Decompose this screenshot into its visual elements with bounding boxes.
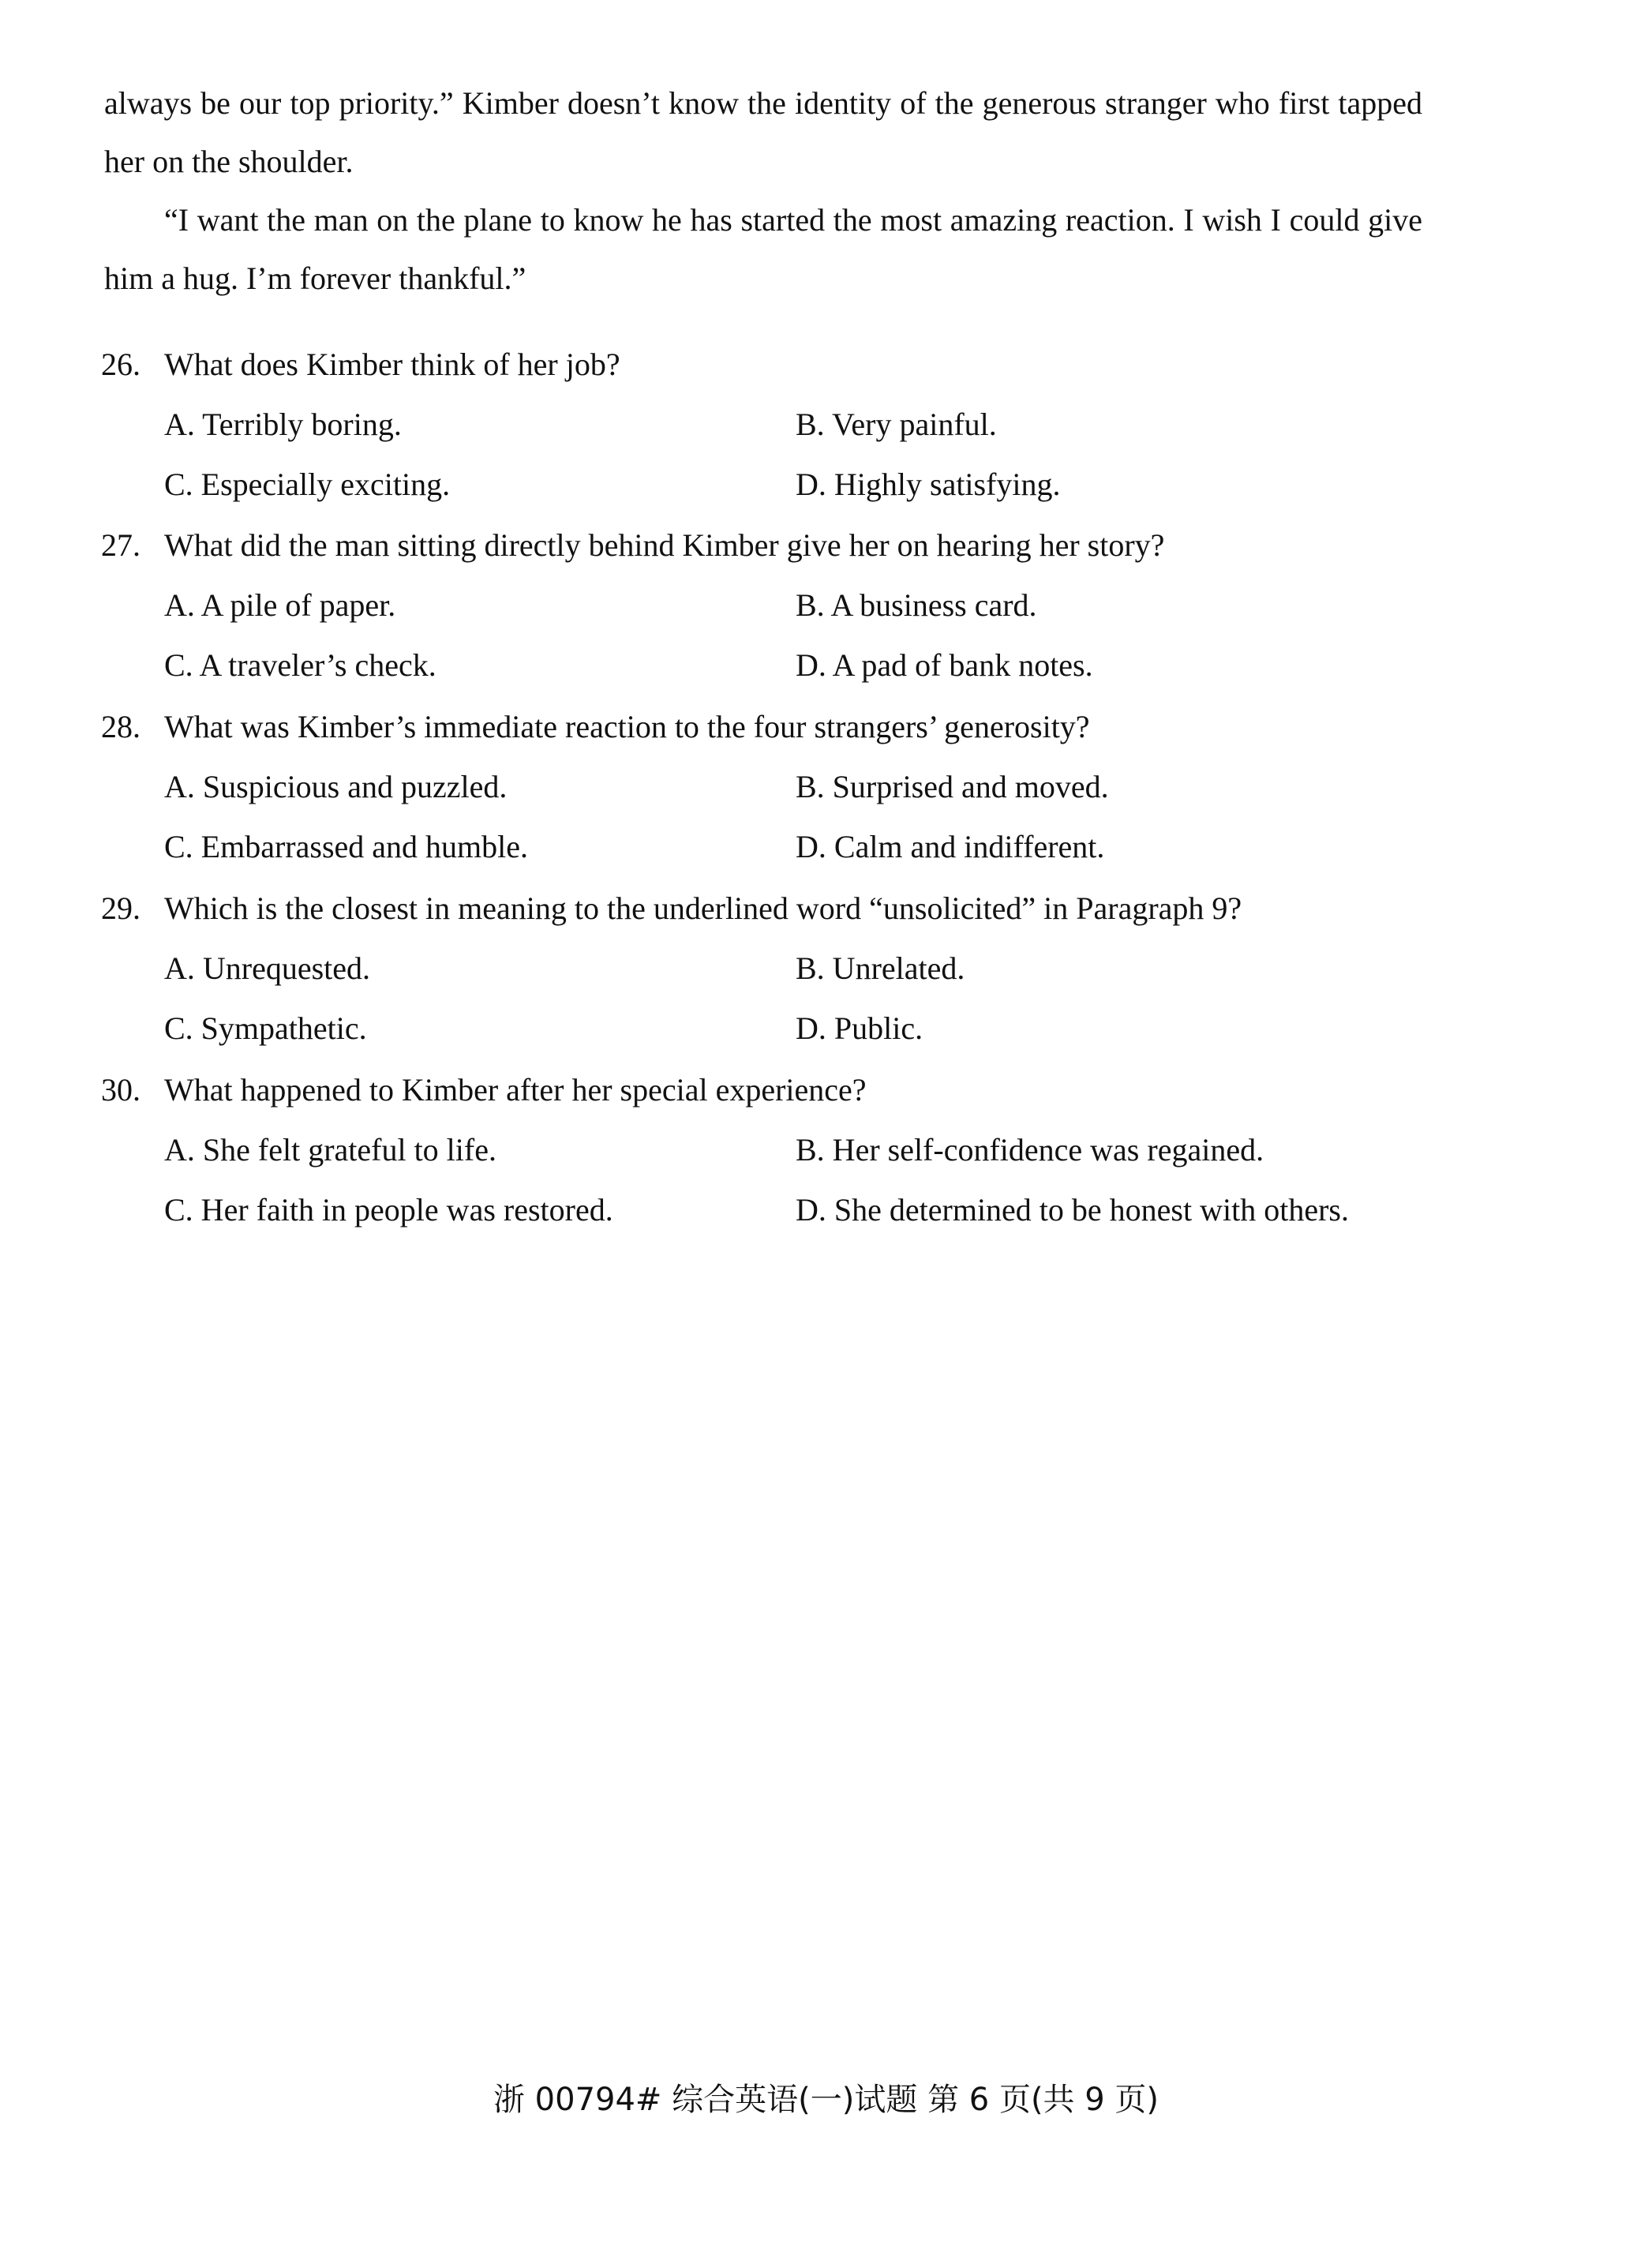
option-b: B. Very painful.	[796, 407, 997, 442]
option-d: D. Highly satisfying.	[796, 467, 1061, 502]
question-number: 26.	[101, 347, 140, 382]
option-d: D. Calm and indifferent.	[796, 829, 1105, 864]
option-c: C. A traveler’s check.	[164, 647, 436, 683]
question-number: 27.	[101, 527, 140, 563]
option-c: C. Her faith in people was restored.	[164, 1192, 613, 1228]
question-stem	[101, 335, 620, 394]
option-b: B. A business card.	[796, 587, 1037, 623]
question-text: What does Kimber think of her job?	[164, 347, 620, 382]
question-number: 30.	[101, 1072, 140, 1108]
option-b: B. Unrelated.	[796, 950, 965, 986]
question-stem	[101, 516, 1164, 575]
question-stem	[101, 1061, 867, 1119]
option-a: A. She felt grateful to life.	[164, 1132, 496, 1168]
option-b: B. Surprised and moved.	[796, 769, 1109, 804]
question-text: What happened to Kimber after her special experience?	[164, 1072, 867, 1108]
passage-paragraph: “I want the man on the plane to know he has started the most amazing reaction. I wish I could give him a hug. I’m forever thankful.”	[104, 202, 1422, 296]
option-c: C. Embarrassed and humble.	[164, 829, 528, 864]
option-d: D. A pad of bank notes.	[796, 647, 1093, 683]
question-number: 29.	[101, 890, 140, 926]
question-stem	[101, 879, 1242, 938]
option-d: D. Public.	[796, 1010, 923, 1046]
question-number: 28.	[101, 709, 140, 744]
option-b: B. Her self-confidence was regained.	[796, 1132, 1264, 1168]
question-text: What did the man sitting directly behind Kimber give her on hearing her story?	[164, 527, 1165, 563]
option-a: A. Suspicious and puzzled.	[164, 769, 508, 804]
option-a: A. A pile of paper.	[164, 587, 396, 623]
page-footer: 浙 00794# 综合英语(一)试题 第 6 页(共 9 页)	[493, 2082, 1159, 2118]
option-c: C. Especially exciting.	[164, 467, 451, 502]
question-text: What was Kimber’s immediate reaction to the four strangers’ generosity?	[164, 709, 1090, 744]
option-c: C. Sympathetic.	[164, 1010, 367, 1046]
question-stem	[101, 698, 1090, 756]
passage-paragraph: always be our top priority.” Kimber doesn’t know the identity of the generous stranger who first tapped her on the shoulder.	[104, 85, 1422, 179]
option-a: A. Unrequested.	[164, 950, 371, 986]
question-text: Which is the closest in meaning to the underlined word “unsolicited” in Paragraph 9?	[164, 890, 1242, 926]
option-d: D. She determined to be honest with others.	[796, 1192, 1349, 1228]
option-a: A. Terribly boring.	[164, 407, 402, 442]
